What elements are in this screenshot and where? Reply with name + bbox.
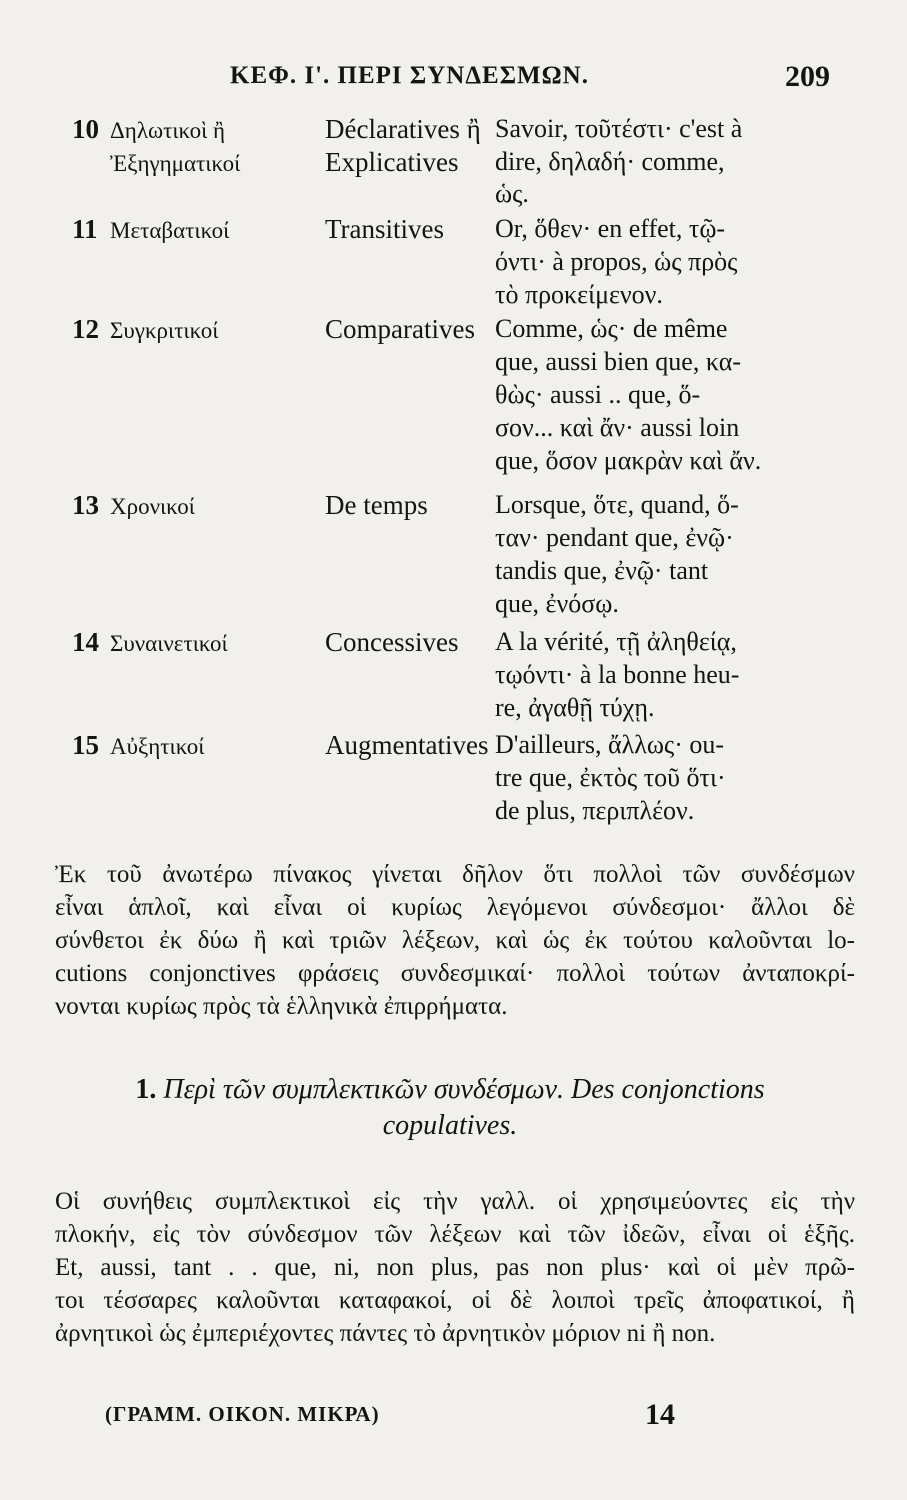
- paragraph-line: τοι τέσσαρες καλοῦνται καταφακοί, οἱ δὲ λοιποὶ τρεῖς ἀποφατικοί, ἢ: [55, 1287, 855, 1314]
- entry-example: re, ἀγαθῇ τύχῃ.: [495, 693, 655, 722]
- entry-example: que, ἐνόσῳ.: [495, 589, 619, 618]
- page-footer: [60, 1398, 860, 1442]
- entry-greek-term: Αὐξητικοί: [110, 734, 205, 759]
- section-heading: [100, 1072, 800, 1144]
- paragraph-line: Et, aussi, tant . . que, ni, non plus, pas non plus· καὶ οἱ μὲν πρῶ-: [55, 1254, 855, 1281]
- entry-example: dire, δηλαδή· comme,: [495, 147, 725, 176]
- entry-greek-term: Ἐξηγηματικοί: [110, 151, 241, 176]
- entry-french-term: Explicatives: [325, 147, 459, 177]
- entry-example: A la vérité, τῇ ἀληθείᾳ,: [495, 627, 737, 656]
- printer-signature: (ΓΡΑΜΜ. ΟΙΚΟΝ. ΜΙΚΡΑ): [105, 1402, 380, 1426]
- entry-french-term: Déclaratives ἢ: [325, 114, 481, 144]
- section-title-continuation: copulatives.: [382, 1110, 518, 1141]
- entry-example: Or, ὅθεν· en effet, τῷ-: [495, 214, 726, 243]
- section-number: 1.: [135, 1074, 157, 1105]
- entry-example: θὼς· aussi .. que, ὅ-: [495, 380, 701, 409]
- paragraph-line: πλοκήν, εἰς τὸν σύνδεσμον τῶν λέξεων καὶ τῶν ἰδεῶν, εἶναι οἱ ἑξῆς.: [55, 1221, 855, 1248]
- entry-example: que, aussi bien que, κα-: [495, 347, 741, 376]
- entry-number: 10: [72, 114, 99, 144]
- running-header: [60, 60, 860, 100]
- entry-example: όντι· à propos, ὡς πρὸς: [495, 247, 738, 276]
- paragraph-line: Ἐκ τοῦ ἀνωτέρω πίνακος γίνεται δῆλον ὅτι πολλοὶ τῶν συνδέσμων: [55, 861, 855, 888]
- paragraph-line: Οἱ συνήθεις συμπλεκτικοὶ εἰς τὴν γαλλ. οἱ χρησιμεύοντες εἰς τὴν: [55, 1188, 855, 1215]
- entry-example: ταν· pendant que, ἐνῷ·: [495, 523, 734, 552]
- sheet-number: 14: [645, 1398, 675, 1431]
- paragraph-line: νονται κυρίως πρὸς τὰ ἑλληνικὰ ἐπιρρήματα.: [55, 993, 508, 1020]
- entry-example: τῳόντι· à la bonne heu-: [495, 660, 740, 689]
- entry-french-term: Concessives: [325, 627, 459, 657]
- entry-greek-term: Συγκριτικοί: [110, 318, 219, 343]
- entry-example: Lorsque, ὅτε, quand, ὅ-: [495, 490, 739, 519]
- entry-example: Savoir, τοῦτέστι· c'est à: [495, 114, 743, 143]
- entry-greek-term: Μεταβατικοί: [110, 218, 230, 243]
- entry-greek-term: Συναινετικοί: [110, 631, 228, 656]
- entry-example: tandis que, ἐνῷ· tant: [495, 556, 709, 585]
- entry-example: que, ὅσον μακρὰν καὶ ἄν.: [495, 446, 762, 475]
- entry-example: τὸ προκείμενον.: [495, 280, 663, 309]
- page-number: 209: [785, 60, 830, 93]
- entry-number: 11: [72, 214, 98, 244]
- paragraph-line: εἶναι ἁπλοῖ, καὶ εἶναι οἱ κυρίως λεγόμενοι σύνδεσμοι· ἄλλοι δὲ: [55, 894, 855, 921]
- entry-number: 15: [72, 730, 99, 760]
- entry-example: tre que, ἐκτὸς τοῦ ὅτι·: [495, 763, 726, 792]
- running-title: ΚΕΦ. Ι'. ΠΕΡΙ ΣΥΝΔΕΣΜΩΝ.: [230, 62, 589, 89]
- entry-french-term: Comparatives: [325, 314, 475, 344]
- body-paragraph: [55, 1185, 855, 1350]
- entry-example: Comme, ὡς· de même: [495, 314, 728, 343]
- paragraph-line: ἀρνητικοὶ ὡς ἐμπεριέχοντες πάντες τὸ ἀρνητικὸν μόριον ni ἢ non.: [55, 1320, 716, 1347]
- paragraph-line: σύνθετοι ἐκ δύω ἢ καὶ τριῶν λέξεων, καὶ ὡς ἐκ τούτου καλοῦνται lo-: [55, 927, 855, 954]
- entry-example: de plus, περιπλέον.: [495, 796, 695, 825]
- entry-example: D'ailleurs, ἄλλως· ou-: [495, 730, 725, 759]
- entry-number: 14: [72, 627, 99, 657]
- paragraph-line: cutions conjonctives φράσεις συνδεσμικαί· πολλοὶ τούτων ἀνταποκρί-: [55, 960, 855, 987]
- body-paragraph: [55, 858, 855, 1023]
- entry-example: ὡς.: [495, 179, 529, 208]
- entry-french-term: Transitives: [325, 214, 445, 244]
- entry-greek-term: Δηλωτικοὶ ἢ: [110, 118, 226, 143]
- section-title: Περὶ τῶν συμπλεκτικῶν συνδέσμων. Des conjonctions: [163, 1074, 765, 1105]
- entry-greek-term: Χρονικοί: [110, 494, 195, 519]
- entry-french-term: De temps: [325, 490, 428, 520]
- entry-number: 13: [72, 490, 99, 520]
- entry-number: 12: [72, 314, 99, 344]
- entry-example: σον... καὶ ἄν· aussi loin: [495, 413, 740, 442]
- entry-french-term: Augmentatives: [325, 730, 489, 760]
